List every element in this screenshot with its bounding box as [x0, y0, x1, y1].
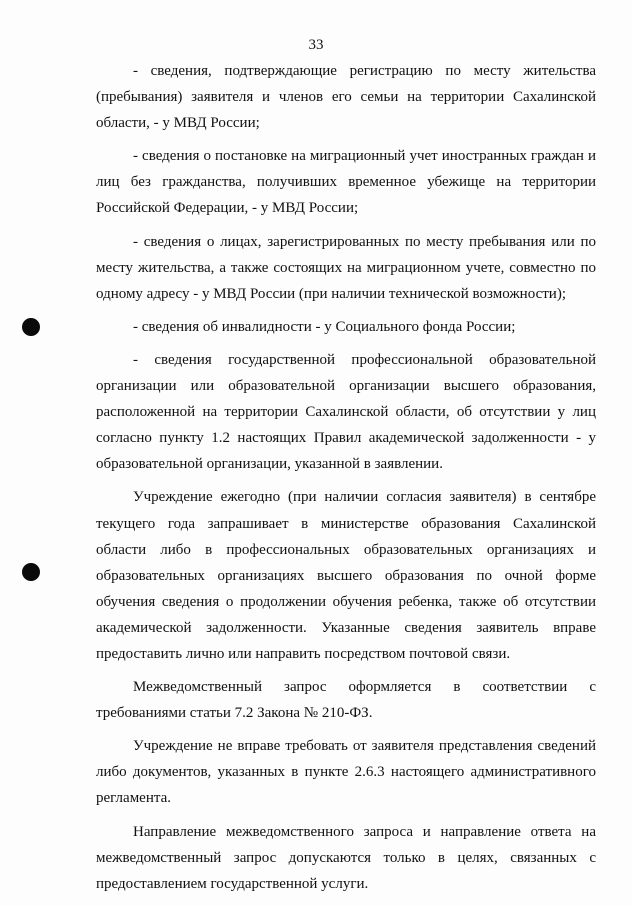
punch-hole-mark — [22, 563, 40, 581]
paragraph: - сведения о лицах, зарегистрированных по месту пребывания или по месту жительства, а также состоящих на миграционном учете, совместно по одному адресу - у МВД России (при наличии технической возможности); — [96, 233, 596, 302]
paragraph: Учреждение ежегодно (при наличии согласия заявителя) в сентябре текущего года запрашивает в министерстве образования Сахалинской области либо в профессиональных образовательных организациях и образовательных организациях высшего образования по очной форме обучения сведения о продолжении обучения ребенка, также об отсутствии академической задолженности. Указанные сведения заявитель вправе предоставить лично или направить посредством почтовой связи. — [96, 489, 596, 662]
paragraph: Межведомственный запрос оформляется в соответствии с требованиями статьи 7.2 Закона № 210-ФЗ. — [96, 679, 596, 722]
paragraph: - сведения государственной профессиональной образовательной организации или образовательной организации высшего образования, расположенной на территории Сахалинской области, об отсутствии у лиц согласно пункту 1.2 настоящих Правил академической задолженности - у образовательной организации, указанной в заявлении. — [96, 351, 596, 473]
paragraph: Направление межведомственного запроса и направление ответа на межведомственный запрос допускаются только в целях, связанных с предоставлением государственной услуги. — [96, 823, 596, 892]
paragraph: Учреждение не вправе требовать от заявителя представления сведений либо документов, указанных в пункте 2.6.3 настоящего административного регламента. — [96, 738, 596, 807]
paragraph: - сведения о постановке на миграционный учет иностранных граждан и лиц без гражданства, получивших временное убежище на территории Российской Федерации, - у МВД России; — [96, 148, 596, 217]
paragraph: - сведения, подтверждающие регистрацию по месту жительства (пребывания) заявителя и членов его семьи на территории Сахалинской области, - у МВД России; — [96, 63, 596, 132]
punch-hole-mark — [22, 318, 40, 336]
page-number: 33 — [308, 37, 324, 53]
paragraph: - сведения об инвалидности - у Социального фонда России; — [133, 318, 516, 335]
document-body — [96, 58, 596, 897]
